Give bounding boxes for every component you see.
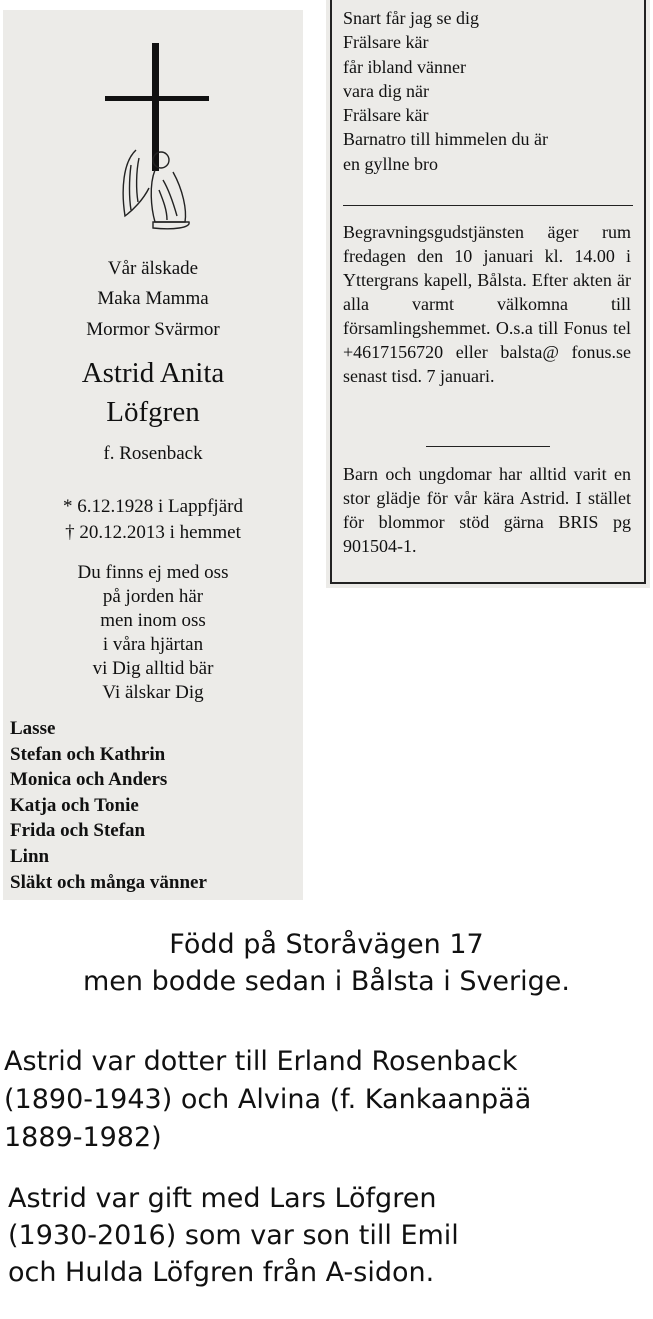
donation-request: Barn och ungdomar har alltid varit en stor glädje för vår kära Astrid. I stället för blommor stöd gärna BRIS pg 901504-1. [343,464,631,556]
mourner: Monica och Anders [10,769,168,791]
poem-line: men inom oss [100,610,206,631]
parents-note [4,1043,531,1157]
note-line: (1890-1943) och Alvina (f. Kankaanpää [4,1084,532,1115]
birthplace-caption [0,926,653,1000]
caption-line: Född på Storåvägen 17 [169,929,484,960]
caption-line: men bodde sedan i Bålsta i Sverige. [83,966,570,997]
deceased-surname: Löfgren [106,396,200,428]
note-line: och Hulda Löfgren från A-sidon. [8,1257,435,1288]
deceased-first-names: Astrid Anita [81,357,225,389]
note-line: (1930-2016) som var son till Emil [8,1220,459,1251]
divider [343,205,633,206]
note-line: 1889-1982) [4,1122,162,1153]
poem-line: vi Dig alltid bär [92,658,214,679]
poem-line: Du finns ej med oss [77,562,229,583]
spouse-note [8,1180,459,1291]
hymn-line: får ibland vänner [343,56,466,77]
memorial-poem [3,561,303,705]
birth-date: * 6.12.1928 i Lappfjärd [63,496,243,517]
funeral-details: Begravningsgudstjänsten äger rum fredagen den 10 januari kl. 14.00 i Yttergrans kapell, Bålsta. Efter akten är alla varmt välkomna till församlingshemmet. O.s.a till Fonus tel +4617156720 eller balsta@ fonus.se senast tisd. 7 januari. [343,222,631,386]
mourner: Linn [10,845,50,867]
note-line: Astrid var gift med Lars Löfgren [8,1183,437,1214]
hymn-line: vara dig när [343,80,429,101]
death-date: † 20.12.2013 i hemmet [65,522,241,543]
funeral-notice-clipping [326,0,650,588]
note-line: Astrid var dotter till Erland Rosenback [4,1046,518,1077]
mourner: Frida och Stefan [10,820,146,842]
intro-line-2: Maka Mamma [97,288,209,309]
maiden-name: f. Rosenback [103,443,203,464]
hymn-line: Barnatro till himmelen du är [343,129,548,150]
hymn-line: en gyllne bro [343,153,438,174]
mourners-list [10,716,207,895]
hymn-verse [343,6,548,176]
mourner: Katja och Tonie [10,794,139,816]
mourner: Släkt och många vänner [10,871,207,893]
poem-line: i våra hjärtan [102,634,204,655]
hymn-line: Snart får jag se dig [343,8,479,28]
intro-line-3: Mormor Svärmor [86,319,220,340]
cross-with-angel-icon [103,40,213,240]
mourner: Lasse [10,718,56,739]
poem-line: på jorden här [102,586,204,607]
obituary-clipping [3,10,303,900]
intro-line-1: Vår älskade [107,258,199,279]
divider [426,446,550,447]
hymn-line: Frälsare kär [343,32,429,53]
poem-line: Vi älskar Dig [102,682,204,703]
hymn-line: Frälsare kär [343,105,429,126]
mourner: Stefan och Kathrin [10,743,166,765]
